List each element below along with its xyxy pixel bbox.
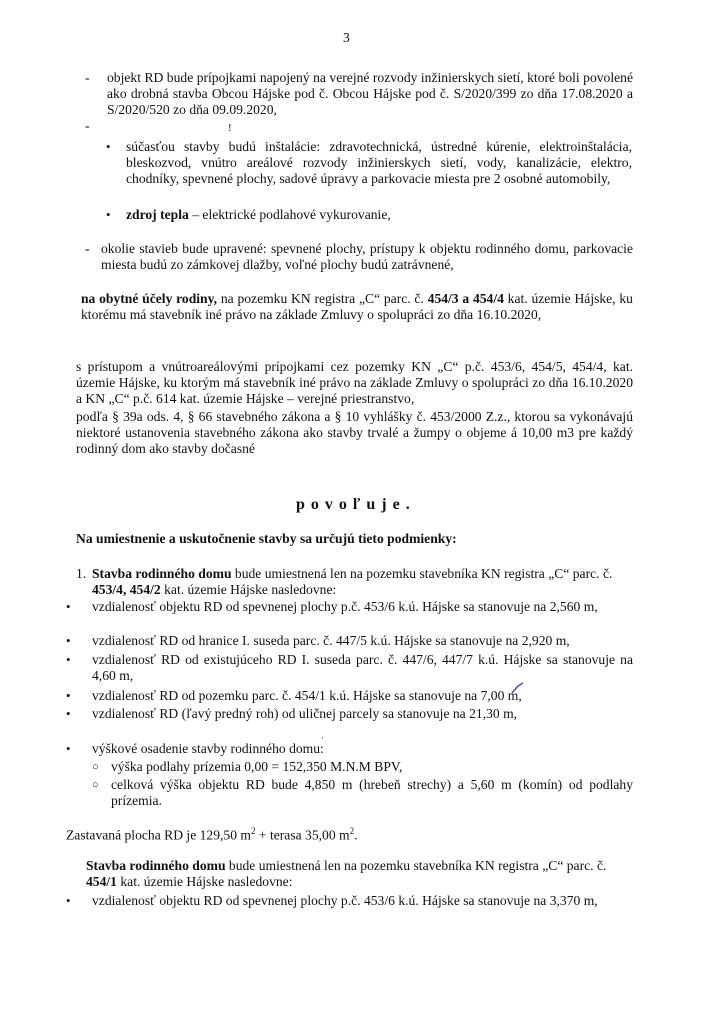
bullet-marker: •	[66, 893, 71, 908]
list-item: vzdialenosť RD od pozemku parc. č. 454/1 k.ú. Hájske sa stanovuje na 7,00 m,	[92, 688, 522, 703]
pen-mark-icon	[511, 682, 524, 694]
paragraph: podľa § 39a ods. 4, § 66 stavebného zákona a § 10 vyhlášky č. 453/2000 Z.z., ktorou sa vykonávajú niektoré ustanovenia stavebného zákona ako stavby trvalé a žumpy o objeme á 10,00 m3 pre každý rodinný dom ako stavby dočasné	[76, 409, 633, 456]
list-item: okolie stavieb bude upravené: spevnené plochy, prístupy k objektu rodinného domu, parkovacie miesta budú zo zámkovej dlažby, voľné plochy budú zatrávnené,	[101, 241, 633, 272]
bold-term: Stavba rodinného domu	[86, 858, 226, 873]
text-run: + terasa 35,00 m	[255, 827, 350, 843]
list-item: vzdialenosť RD (ľavý predný roh) od uličnej parcely sa stanovuje na 21,30 m,	[92, 706, 518, 721]
bullet-marker: •	[66, 706, 71, 721]
text-run: bude umiestnená len na pozemku stavebníka KN registra „C“ parc. č.	[231, 566, 613, 581]
bullet-marker: •	[66, 688, 71, 703]
page-number: 3	[343, 30, 350, 45]
stray-mark: !	[228, 122, 232, 134]
text-run: bude umiestnená len na pozemku stavebníka KN registra „C“ parc. č.	[225, 858, 607, 873]
list-item: vzdialenosť objektu RD od spevnenej plochy p.č. 453/6 k.ú. Hájske sa stanovuje na 3,370 m,	[92, 893, 598, 908]
sub-list-item: výška podlahy prízemia 0,00 = 152,350 M.N.M BPV,	[111, 759, 403, 774]
dash-marker: -	[85, 241, 90, 256]
list-item: súčasťou stavby budú inštalácie: zdravotechnická, ústredné kúrenie, elektroinštalácia, bleskozvod, vnútro areálové rozvody inžinierskych sietí, vody, kanalizácie, elektro, chodníky, spevnené plochy, sadové úpravy a parkovacie miesta pre 2 osobné automobily,	[126, 139, 632, 186]
bullet-marker: •	[106, 207, 111, 222]
bullet-marker: •	[66, 741, 71, 756]
bullet-marker: •	[66, 599, 71, 614]
list-item	[126, 207, 632, 223]
bold-term: zdroj tepla	[126, 207, 189, 222]
bold-term: 454/3 a 454/4	[427, 291, 504, 306]
paragraph	[86, 858, 633, 890]
bullet-marker: •	[66, 652, 71, 667]
decision-heading: povoľuje.	[296, 496, 416, 513]
text-run: – elektrické podlahové vykurovanie,	[188, 207, 391, 222]
superscript: 2	[349, 826, 355, 836]
list-item: výškové osadenie stavby rodinného domu:	[92, 741, 324, 756]
list-item: vzdialenosť RD od hranice I. suseda parc. č. 447/5 k.ú. Hájske sa stanovuje na 2,920 m,	[92, 633, 570, 648]
text-run: kat. územie Hájske nasledovne:	[160, 582, 337, 597]
sub-list-item: celková výška objektu RD bude 4,850 m (hrebeň strechy) a 5,60 m (komín) od podlahy prízemia.	[111, 777, 633, 808]
text-run: na pozemku KN registra „C“ parc. č.	[217, 291, 428, 306]
stray-dot: ·	[321, 733, 324, 743]
numbered-item	[92, 566, 633, 598]
text-run: kat. územie Hájske nasledovne:	[116, 874, 293, 889]
text-run: .	[354, 827, 358, 843]
item-number: 1.	[76, 566, 87, 581]
bullet-marker: •	[66, 633, 71, 648]
bold-term: 454/1	[86, 874, 117, 889]
dash-marker: -	[85, 70, 90, 85]
paragraph: s prístupom a vnútroareálovými prípojkami cez pozemky KN „C“ p.č. 453/6, 454/5, 454/4, kat. územie Hájske, ku ktorým má stavebník iné právo na základe Zmluvy o spolupráci zo dňa 16.10.2020 a KN „C“ p.č. 614 kat. územie Hájske – verejné priestranstvo,	[76, 359, 633, 406]
text-run: kat. územie Hájske, ku ktorému má stavebník iné právo na základe Zmluvy o spolupráci zo dňa 16.10.2020,	[81, 291, 633, 322]
bold-term: 453/4, 454/2	[92, 582, 161, 597]
bold-term: Stavba rodinného domu	[92, 566, 232, 581]
list-item: vzdialenosť objektu RD od spevnenej plochy p.č. 453/6 k.ú. Hájske sa stanovuje na 2,560 m,	[92, 599, 598, 614]
conditions-heading: Na umiestnenie a uskutočnenie stavby sa určujú tieto podmienky:	[76, 531, 457, 546]
dash-marker: -	[85, 118, 90, 133]
bullet-marker: •	[106, 139, 111, 154]
built-up-area	[66, 823, 633, 844]
list-item: objekt RD bude prípojkami napojený na verejné rozvody inžinierskych sietí, ktoré boli povolené ako drobná stavba Obcou Hájske pod č. Obcou Hájske pod č. S/2020/399 zo dňa 17.08.2020 a S/2020/520 zo dňa 09.09.2020,	[107, 70, 633, 117]
list-item: vzdialenosť RD od existujúceho RD I. suseda parc. č. 447/6, 447/7 k.ú. Hájske sa stanovuje na 4,60 m,	[92, 652, 633, 683]
superscript: 2	[250, 826, 256, 836]
text-run: Zastavaná plocha RD je 129,50 m	[66, 827, 251, 843]
circle-bullet-icon: ○	[92, 779, 99, 791]
circle-bullet-icon: ○	[92, 761, 99, 773]
bold-term: na obytné účely rodiny,	[81, 291, 218, 306]
paragraph	[81, 291, 633, 323]
